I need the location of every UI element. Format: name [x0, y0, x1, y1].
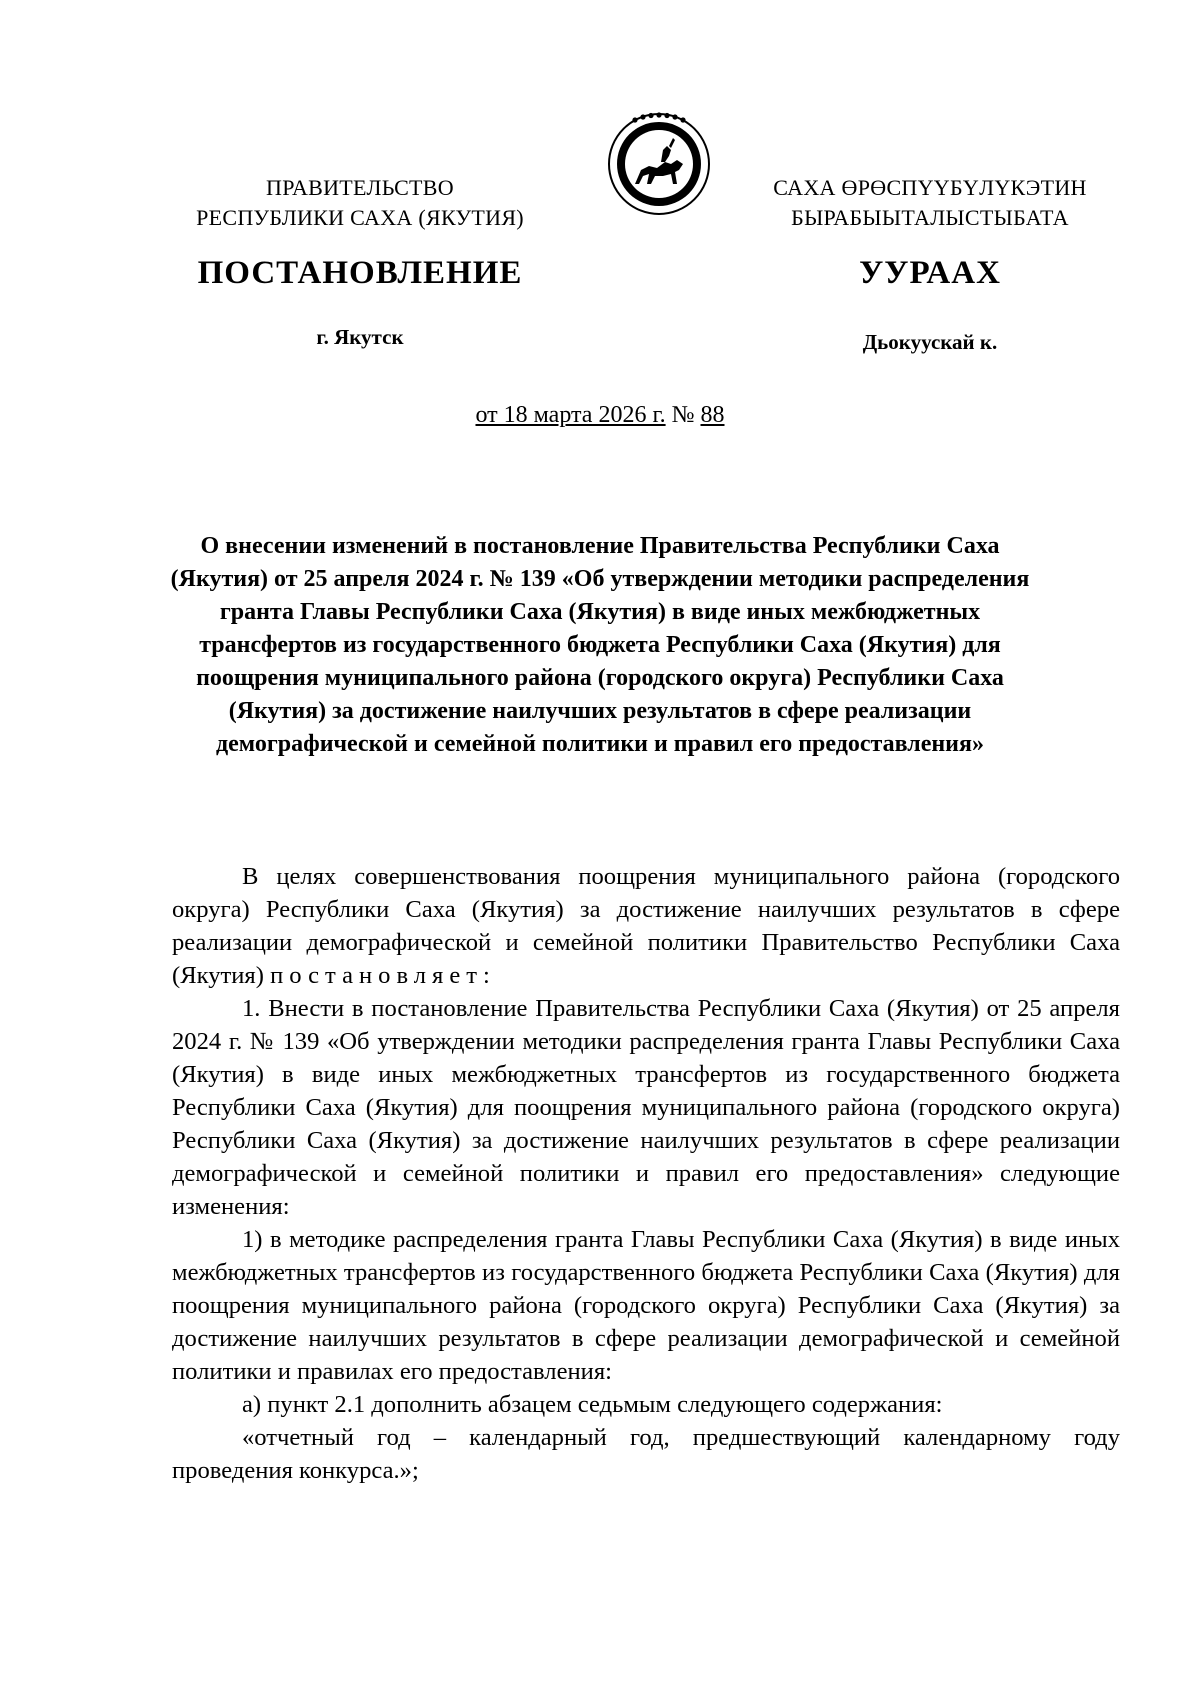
preamble-text: В целях совершенствования поощрения муниципального района (городского округа) Республики Саха (Якутия) за достижение наилучших результатов в сфере реализации демографической и семейной политики Правительство Республики Саха (Якутия): [172, 863, 1120, 989]
org-name-ru: [150, 173, 570, 233]
org-name-sah: [720, 173, 1140, 233]
org-name-sah-line2: БЫРАБЫЫТАЛЫСТЫБАТА: [791, 205, 1069, 230]
document-title: О внесении изменений в постановление Правительства Республики Саха (Якутия) от 25 апреля 2024 г. № 139 «Об утверждении методики распределения гранта Главы Республики Саха (Якутия) в виде иных межбюджетных трансфертов из государственного бюджета Республики Саха (Якутия) для поощрения муниципального района (городского округа) Республики Саха (Якутия) за достижение наилучших результатов в сфере реализации демографической и семейной политики и правил его предоставления»: [170, 533, 1030, 757]
org-name-sah-line1: САХА ӨРӨСПYYБYЛYКЭТИН: [773, 175, 1087, 200]
paragraph-1: 1. Внести в постановление Правительства Республики Саха (Якутия) от 25 апреля 2024 г. № 139 «Об утверждении методики распределения гранта Главы Республики Саха (Якутия) в виде иных межбюджетных трансфертов из государственного бюджета Республики Саха (Якутия) для поощрения муниципального района (городского округа) Республики Саха (Якутия) за достижение наилучших результатов в сфере реализации демографической и семейной политики и правил его предоставления» следующие изменения:: [172, 995, 1120, 1220]
org-name-ru-line2: РЕСПУБЛИКИ САХА (ЯКУТИЯ): [196, 205, 524, 230]
sakha-coat-of-arms-icon: [605, 110, 713, 218]
decree-number: 88: [700, 402, 725, 428]
paragraph-2: 1) в методике распределения гранта Главы Республики Саха (Якутия) в виде иных межбюджетных трансфертов из государственного бюджета Республики Саха (Якутия) для поощрения муниципального района (городского округа) Республики Саха (Якутия) за достижение наилучших результатов в сфере реализации демографической и семейной политики и правилах его предоставления:: [172, 1226, 1120, 1385]
decree-word: постановляет:: [270, 962, 496, 989]
paragraph-4: «отчетный год – календарный год, предшествующий календарному году проведения конкурса.»;: [172, 1424, 1120, 1484]
number-sign: №: [671, 402, 695, 428]
doc-type-ru: ПОСТАНОВЛЕНИЕ: [197, 255, 523, 291]
preamble-paragraph: [172, 860, 1120, 992]
doc-type-sah: УУРААХ: [859, 255, 1001, 291]
city-sah: Дьокуускай к.: [862, 330, 998, 354]
org-name-ru-line1: ПРАВИТЕЛЬСТВО: [266, 175, 454, 200]
document-body: [172, 860, 1120, 1487]
date-number-line: [0, 402, 1200, 429]
paragraph-3: а) пункт 2.1 дополнить абзацем седьмым следующего содержания:: [242, 1391, 943, 1418]
city-ru: г. Якутск: [316, 325, 404, 349]
decree-date: от 18 марта 2026 г.: [475, 402, 666, 428]
